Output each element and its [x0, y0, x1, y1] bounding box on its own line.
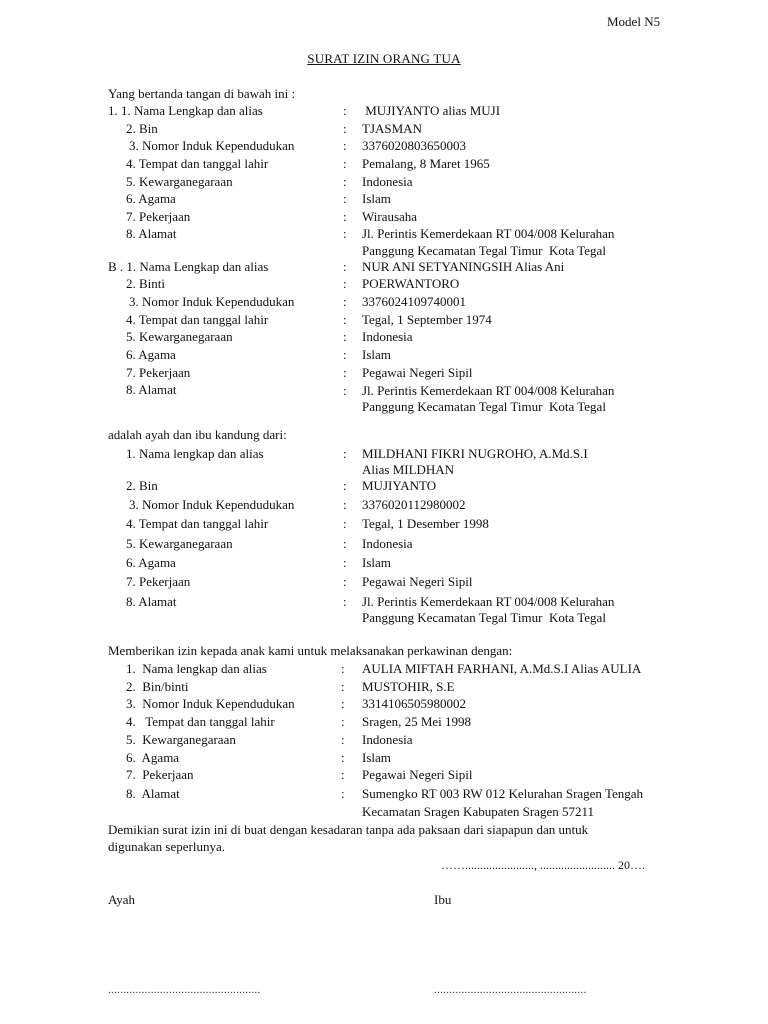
field-row [0, 678, 768, 695]
field-row [0, 445, 768, 462]
field-value: Pemalang, 8 Maret 1965 [362, 156, 490, 171]
field-label: 1. 1. Nama Lengkap dan alias [108, 103, 263, 118]
field-label: 3. Nomor Induk Kependudukan [129, 497, 295, 512]
colon: : [343, 259, 347, 274]
colon: : [341, 696, 345, 711]
colon: : [341, 767, 345, 782]
field-row [0, 515, 768, 532]
field-label: 5. Kewarganegaraan [126, 536, 233, 551]
colon: : [343, 329, 347, 344]
field-label: 5. Kewarganegaraan [126, 732, 236, 747]
field-value: Jl. Perintis Kemerdekaan RT 004/008 Kelurahan [362, 383, 615, 398]
colon: : [343, 209, 347, 224]
signature-label-father: Ayah [108, 892, 135, 907]
field-value: Pegawai Negeri Sipil [362, 767, 473, 782]
colon: : [343, 226, 347, 241]
field-row [0, 155, 768, 172]
signature-label-mother: Ibu [434, 892, 452, 907]
colon: : [343, 365, 347, 380]
colon: : [343, 594, 347, 609]
field-row [0, 477, 768, 494]
colon: : [343, 536, 347, 551]
field-value: 3376024109740001 [362, 294, 466, 309]
field-label: 7. Pekerjaan [126, 365, 191, 380]
field-row [0, 173, 768, 190]
field-row [0, 660, 768, 677]
field-label: 8. Alamat [126, 226, 177, 241]
colon: : [343, 312, 347, 327]
field-value: Pegawai Negeri Sipil [362, 574, 473, 589]
field-row [0, 731, 768, 748]
field-label: 5. Kewarganegaraan [126, 329, 233, 344]
field-label: 5. Kewarganegaraan [126, 174, 233, 189]
field-value: Indonesia [362, 174, 413, 189]
field-value: MUJIYANTO [362, 478, 437, 493]
field-label: 2. Bin [126, 478, 158, 493]
colon: : [343, 478, 347, 493]
field-value: TJASMAN [362, 121, 422, 136]
colon: : [343, 294, 347, 309]
field-value: Pegawai Negeri Sipil [362, 365, 473, 380]
closing-text-continued: digunakan seperlunya. [108, 839, 225, 854]
field-row [0, 311, 768, 328]
field-value: NUR ANI SETYANINGSIH Alias Ani [362, 259, 565, 274]
colon: : [341, 661, 345, 676]
field-value: 3376020803650003 [362, 138, 466, 153]
child-intro-text: adalah ayah dan ibu kandung dari: [108, 427, 287, 442]
field-row [0, 208, 768, 225]
colon: : [343, 276, 347, 291]
field-label: 2. Bin [126, 121, 158, 136]
field-label: 3. Nomor Induk Kependudukan [126, 696, 295, 711]
colon: : [341, 679, 345, 694]
field-row [0, 258, 768, 275]
field-value: Wirausaha [362, 209, 418, 224]
field-label: 1. Nama lengkap dan alias [126, 446, 264, 461]
field-label: 2. Binti [126, 276, 166, 291]
date-line: ……......................., ......................... 20…. [441, 858, 645, 872]
colon: : [343, 138, 347, 153]
field-label: 7. Pekerjaan [126, 574, 191, 589]
field-row [0, 535, 768, 552]
field-label: 4. Tempat dan tanggal lahir [126, 516, 269, 531]
field-value: AULIA MIFTAH FARHANI, A.Md.S.I Alias AULIA [362, 661, 642, 676]
signature-line-mother: .................................................. [434, 984, 587, 996]
field-value: 3376020112980002 [362, 497, 466, 512]
field-row [0, 137, 768, 154]
field-value-continued: Kecamatan Sragen Kabupaten Sragen 57211 [362, 804, 594, 819]
closing-text: Demikian surat izin ini di buat dengan kesadaran tanpa ada paksaan dari siapapun dan untuk [108, 822, 589, 837]
colon: : [341, 732, 345, 747]
signature-line-father: .................................................. [108, 984, 261, 996]
field-row [0, 225, 768, 242]
colon: : [343, 497, 347, 512]
colon: : [343, 383, 347, 398]
field-label: 8. Alamat [126, 786, 180, 801]
field-value: Tegal, 1 Desember 1998 [362, 516, 489, 531]
field-row [0, 695, 768, 712]
field-row [0, 766, 768, 783]
field-row [0, 190, 768, 207]
intro-text: Yang bertanda tangan di bawah ini : [108, 86, 296, 101]
model-label: Model N5 [607, 14, 661, 29]
permit-intro-text: Memberikan izin kepada anak kami untuk melaksanakan perkawinan dengan: [108, 643, 513, 658]
field-value: Islam [362, 750, 391, 765]
field-row [0, 346, 768, 363]
colon: : [343, 347, 347, 362]
field-row [0, 713, 768, 730]
field-row [0, 102, 768, 119]
field-value: MILDHANI FIKRI NUGROHO, A.Md.S.I [362, 446, 588, 461]
field-label: 6. Agama [126, 750, 180, 765]
field-label: 3. Nomor Induk Kependudukan [129, 294, 295, 309]
field-value: Islam [362, 555, 391, 570]
document-title: SURAT IZIN ORANG TUA [307, 51, 461, 66]
colon: : [343, 516, 347, 531]
field-label: B . 1. Nama Lengkap dan alias [108, 259, 269, 274]
field-label: 2. Bin/binti [126, 679, 189, 694]
field-value-continued: Panggung Kecamatan Tegal Timur Kota Tegal [362, 399, 606, 414]
field-row [0, 293, 768, 310]
colon: : [343, 174, 347, 189]
colon: : [343, 103, 347, 118]
field-label: 6. Agama [126, 191, 176, 206]
field-value: Indonesia [362, 536, 413, 551]
field-label: 4. Tempat dan tanggal lahir [126, 156, 269, 171]
colon: : [343, 121, 347, 136]
field-value: Tegal, 1 September 1974 [362, 312, 492, 327]
field-label: 7. Pekerjaan [126, 209, 191, 224]
field-label: 1. Nama lengkap dan alias [126, 661, 267, 676]
field-value: POERWANTORO [362, 276, 460, 291]
colon: : [343, 446, 347, 461]
field-value: Jl. Perintis Kemerdekaan RT 004/008 Kelurahan [362, 594, 615, 609]
colon: : [343, 191, 347, 206]
field-value: 3314106505980002 [362, 696, 466, 711]
field-value: Islam [362, 347, 391, 362]
field-row [0, 593, 768, 610]
field-label: 7. Pekerjaan [126, 767, 194, 782]
field-row [0, 275, 768, 292]
field-value-continued: Alias MILDHAN [362, 462, 455, 477]
field-label: 4. Tempat dan tanggal lahir [126, 714, 275, 729]
field-label: 8. Alamat [126, 594, 177, 609]
colon: : [343, 156, 347, 171]
field-value: Jl. Perintis Kemerdekaan RT 004/008 Kelurahan [362, 226, 615, 241]
field-label: 8. Alamat [126, 382, 177, 397]
field-value-continued: Panggung Kecamatan Tegal Timur Kota Tegal [362, 243, 606, 258]
field-row [0, 573, 768, 590]
field-value: Sumengko RT 003 RW 012 Kelurahan Sragen Tengah [362, 786, 644, 801]
field-value: MUSTOHIR, S.E [362, 679, 455, 694]
field-label: 3. Nomor Induk Kependudukan [129, 138, 295, 153]
field-value: Islam [362, 191, 391, 206]
field-label: 6. Agama [126, 347, 176, 362]
field-row [0, 381, 768, 398]
field-row [0, 364, 768, 381]
field-value-continued: Panggung Kecamatan Tegal Timur Kota Tegal [362, 610, 606, 625]
colon: : [341, 714, 345, 729]
field-row [0, 554, 768, 571]
field-value: Sragen, 25 Mei 1998 [362, 714, 472, 729]
colon: : [341, 786, 345, 801]
field-row [0, 749, 768, 766]
field-value: Indonesia [362, 732, 413, 747]
field-row [0, 120, 768, 137]
colon: : [341, 750, 345, 765]
colon: : [343, 574, 347, 589]
field-row [0, 496, 768, 513]
field-row [0, 785, 768, 802]
field-row [0, 328, 768, 345]
field-label: 4. Tempat dan tanggal lahir [126, 312, 269, 327]
field-value: Indonesia [362, 329, 413, 344]
field-value: MUJIYANTO alias MUJI [362, 103, 501, 118]
colon: : [343, 555, 347, 570]
field-label: 6. Agama [126, 555, 176, 570]
